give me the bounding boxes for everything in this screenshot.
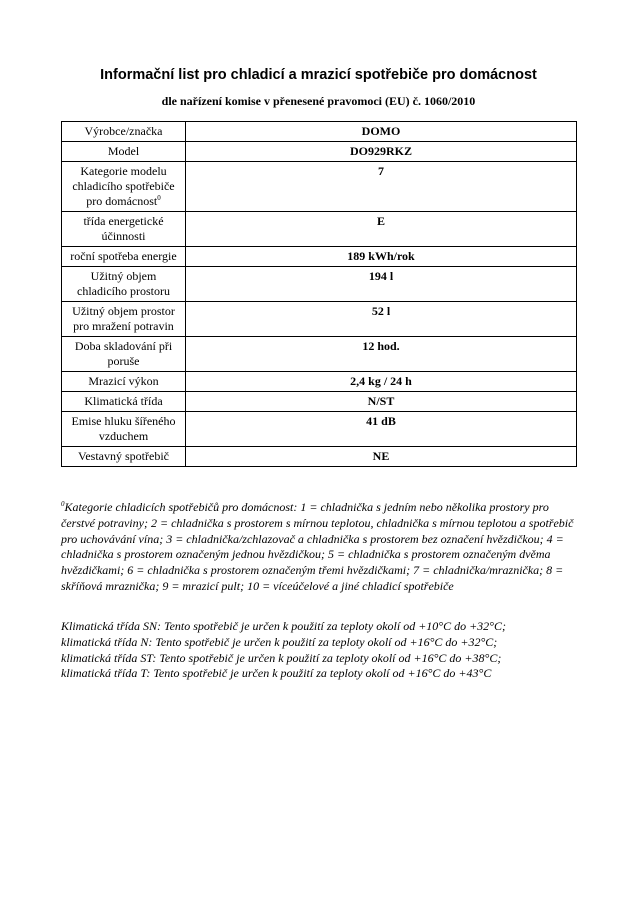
climate-note: klimatická třída ST: Tento spotřebič je určen k použití za teploty okolí od +16°C do +38°C; [61, 650, 502, 665]
table-row [62, 412, 577, 447]
category-footnote [61, 500, 581, 595]
table-row [62, 122, 577, 142]
row-label: Výrobce/značka [62, 122, 186, 142]
row-value: 2,4 kg / 24 h [186, 372, 577, 392]
footnote-marker: 0 [61, 500, 65, 508]
row-value: DO929RKZ [186, 142, 577, 162]
product-info-table [61, 121, 577, 467]
table-row [62, 267, 577, 302]
footnote-text: Kategorie chladicích spotřebičů pro domácnost: 1 = chladnička s jedním nebo několika prostory pro čerstvé potraviny; 2 = chladnička s prostorem s mírnou teplotou, chladnička s mírnou teplotou a spotřebič pro uchovávání vína; 3 = chladnička/zchlazovač a chladnička s prostorem bez označení hvězdičkou; 4 = chladnička s prostorem označeným jednou hvězdičkou; 5 = chladnička s prostorem označeným dvěma hvězdičkami; 6 = chladnička s prostorem označeným třemi hvězdičkami; 7 = chladnička/mraznička; 8 = skříňová mraznička; 9 = mrazicí pult; 10 = víceúčelové a jiné chladicí spotřebiče [61, 500, 574, 593]
row-label: Model [62, 142, 186, 162]
row-label: Klimatická třída [62, 392, 186, 412]
climate-class-notes [61, 619, 581, 682]
row-value: 194 l [186, 267, 577, 302]
row-label: Mrazicí výkon [62, 372, 186, 392]
row-value: 189 kWh/rok [186, 247, 577, 267]
table-row [62, 392, 577, 412]
row-value: NE [186, 447, 577, 467]
row-label: Emise hluku šířeného vzduchem [62, 412, 186, 447]
row-value: 52 l [186, 302, 577, 337]
row-value: N/ST [186, 392, 577, 412]
page-title: Informační list pro chladicí a mrazicí spotřebiče pro domácnost [100, 67, 537, 83]
row-value: 7 [186, 162, 577, 212]
table-row [62, 447, 577, 467]
row-label: Vestavný spotřebič [62, 447, 186, 467]
table-row [62, 302, 577, 337]
row-label: Doba skladování při poruše [62, 337, 186, 372]
table-row [62, 247, 577, 267]
table-row [62, 162, 577, 212]
row-label: Užitný objem prostor pro mražení potravin [62, 302, 186, 337]
table-row [62, 142, 577, 162]
row-value: E [186, 212, 577, 247]
row-value: DOMO [186, 122, 577, 142]
row-label [62, 162, 186, 212]
climate-note: klimatická třída T: Tento spotřebič je určen k použití za teploty okolí od +16°C do +43°C [61, 666, 492, 681]
page-subtitle: dle nařízení komise v přenesené pravomoci (EU) č. 1060/2010 [161, 94, 476, 108]
row-value: 41 dB [186, 412, 577, 447]
table-row [62, 372, 577, 392]
climate-note: Klimatická třída SN: Tento spotřebič je určen k použití za teploty okolí od +10°C do +32°C; [61, 619, 506, 633]
row-label: roční spotřeba energie [62, 247, 186, 267]
climate-note: klimatická třída N: Tento spotřebič je určen k použití za teploty okolí od +16°C do +32°C; [61, 634, 498, 649]
row-label-text: Kategorie modelu chladicího spotřebiče pro domácnost [72, 164, 175, 208]
row-label: Užitný objem chladicího prostoru [62, 267, 186, 302]
row-label: třída energetické účinnosti [62, 212, 186, 247]
row-value: 12 hod. [186, 337, 577, 372]
table-row [62, 337, 577, 372]
footnote-ref: 0 [157, 194, 161, 202]
table-row [62, 212, 577, 247]
